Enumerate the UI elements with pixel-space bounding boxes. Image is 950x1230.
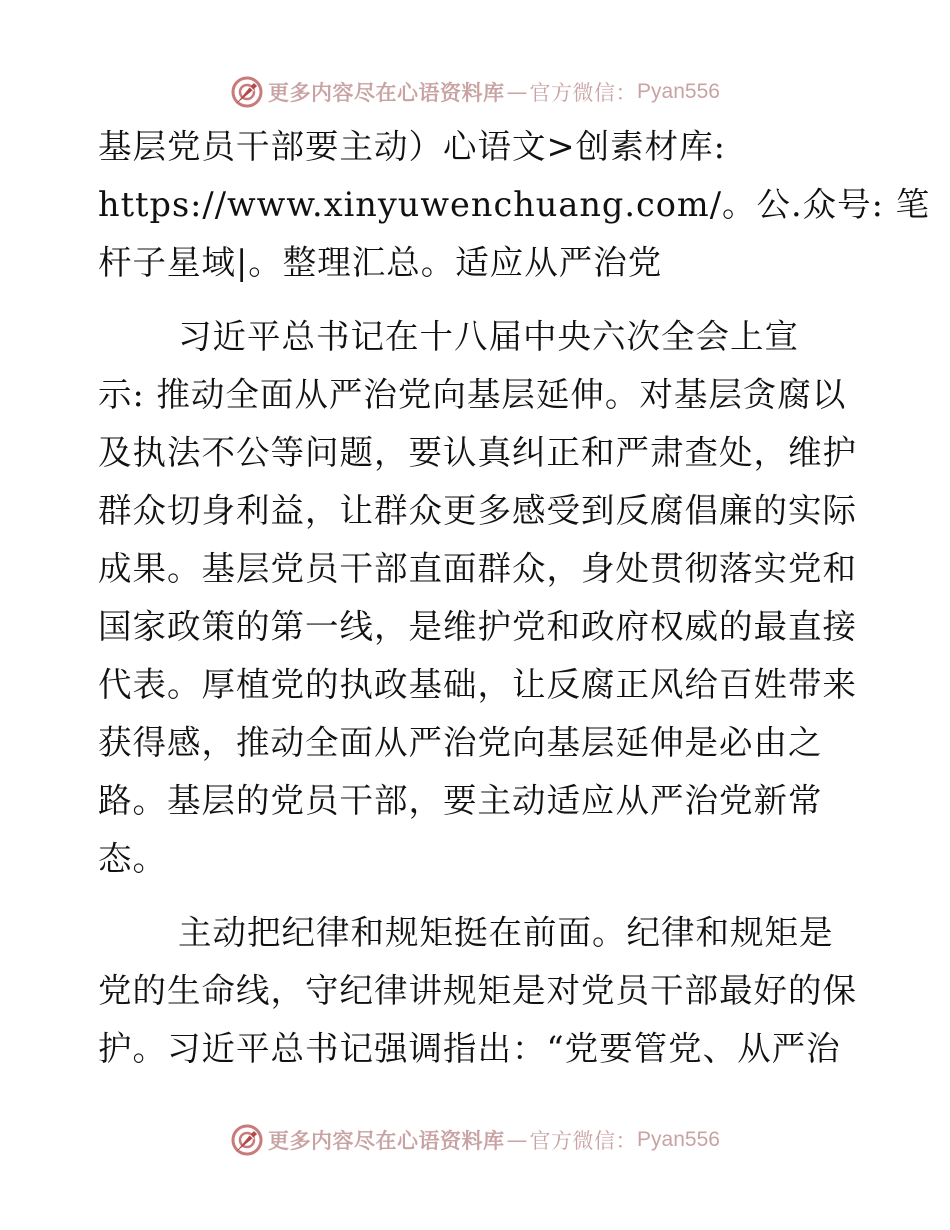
text-line: 及执法不公等问题，要认真纠正和严肃查处，维护 [98,433,857,472]
text-line: 国家政策的第一线，是维护党和政府权威的最直接 [98,607,857,646]
watermark-separator: — [506,1128,528,1152]
text-line: 获得感，推动全面从严治党向基层延伸是必由之 [98,723,823,762]
intro-paragraph [98,118,931,292]
watermark-site-text: 更多内容尽在心语资料库 [268,81,505,105]
text-line: 代表。厚植党的执政基础，让反腐正风给百姓带来 [98,665,857,704]
text-line: 护。习近平总书记强调指出：“党要管党、从严治 [98,1029,841,1068]
text-line: 党的生命线，守纪律讲规矩是对党员干部最好的保 [98,971,857,1010]
text-line: https://www.xinyuwenchuang.com/。公.众号: 笔 [98,185,931,224]
watermark-wechat-label: 官方微信： [529,1129,638,1153]
watermark-wechat-id: Pyan556 [637,80,720,103]
text-line: 习近平总书记在十八届中央六次全会上宣 [178,317,799,356]
text-line: 基层党员干部要主动）心语文>创素材库: [98,127,726,166]
watermark-wechat-id: Pyan556 [637,1128,720,1151]
text-line: 态。 [98,839,167,878]
text-line: 成果。基层党员干部直面群众，身处贯彻落实党和 [98,549,857,588]
text-line: 路。基层的党员干部，要主动适应从严治党新常 [98,781,823,820]
watermark-separator: — [506,80,528,104]
document-body [98,118,931,1078]
brand-logo-icon [230,75,264,109]
paragraph-1 [98,308,857,888]
text-line: 示: 推动全面从严治党向基层延伸。对基层贪腐以 [98,375,847,414]
text-line: 主动把纪律和规矩挺在前面。纪律和规矩是 [178,913,834,952]
footer-watermark [0,1120,950,1160]
watermark-site-text: 更多内容尽在心语资料库 [268,1129,505,1153]
paragraph-2 [98,904,857,1078]
brand-logo-icon [230,1123,264,1157]
text-line: 群众切身利益，让群众更多感受到反腐倡廉的实际 [98,491,857,530]
header-watermark [0,72,950,112]
text-line: 杆子星域|。整理汇总。适应从严治党 [98,243,663,282]
watermark-wechat-label: 官方微信： [529,81,638,105]
